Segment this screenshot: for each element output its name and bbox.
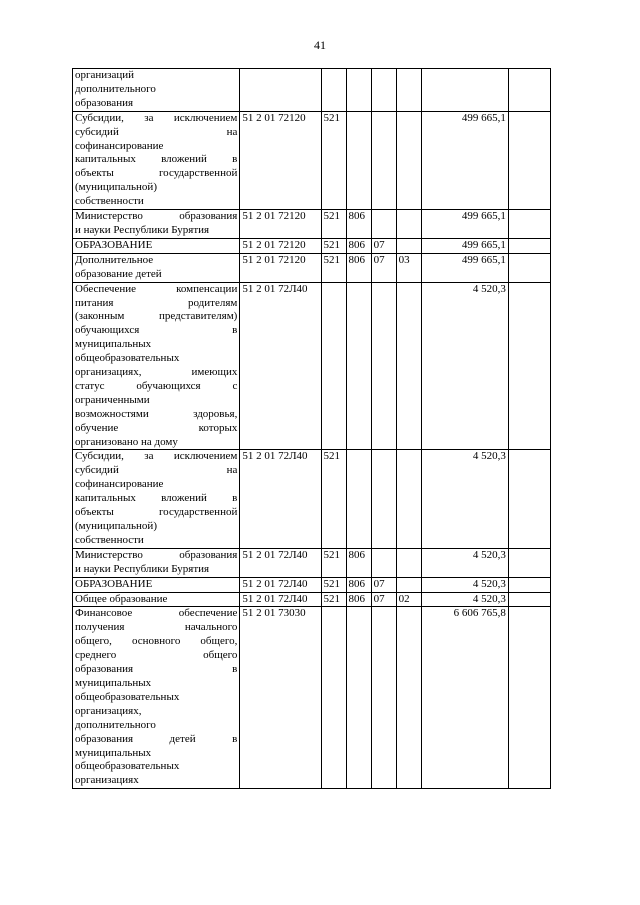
item-name-line: субсидий на [75, 125, 238, 138]
item-name-line: общеобразовательных [75, 690, 180, 703]
item-name-line: обучающихся в [75, 324, 238, 337]
item-name-line: получения начального [75, 621, 238, 634]
section-cell [371, 282, 396, 450]
item-name-line: капитальных вложений в [75, 153, 238, 166]
item-name-line: собственности [75, 533, 144, 546]
item-name-line: (законным представителям) [75, 310, 238, 323]
ministry-code-cell: 806 [346, 577, 371, 592]
table-row [73, 253, 551, 282]
item-name-line: муниципальных [75, 676, 152, 689]
table-row [73, 548, 551, 577]
ministry-code-cell [346, 69, 371, 112]
item-name-line: муниципальных [75, 746, 152, 759]
subsection-cell [396, 282, 421, 450]
expense-type-cell [321, 69, 346, 112]
ministry-code-cell: 806 [346, 592, 371, 607]
item-name-cell [73, 592, 240, 607]
item-name-line: образования в [75, 663, 238, 676]
target-code-cell: 51 2 01 72Л40 [240, 282, 321, 450]
table-row [73, 607, 551, 789]
target-code-cell: 51 2 01 72120 [240, 238, 321, 253]
item-name-line: и науки Республики Бурятия [75, 223, 210, 236]
empty-cell [508, 548, 550, 577]
table-row [73, 577, 551, 592]
ministry-code-cell [346, 111, 371, 209]
section-cell: 07 [371, 238, 396, 253]
amount-cell: 6 606 765,8 [421, 607, 508, 789]
ministry-code-cell: 806 [346, 238, 371, 253]
table-row [73, 282, 551, 450]
ministry-code-cell [346, 450, 371, 548]
subsection-cell [396, 577, 421, 592]
item-name-cell [73, 607, 240, 789]
target-code-cell: 51 2 01 72Л40 [240, 548, 321, 577]
subsection-cell: 03 [396, 253, 421, 282]
empty-cell [508, 210, 550, 239]
table-row [73, 238, 551, 253]
target-code-cell: 51 2 01 72120 [240, 253, 321, 282]
item-name-line: обучение которых [75, 421, 238, 434]
page-number: 41 [314, 38, 326, 52]
expense-type-cell: 521 [321, 210, 346, 239]
amount-cell: 499 665,1 [421, 253, 508, 282]
amount-cell [421, 69, 508, 112]
ministry-code-cell [346, 607, 371, 789]
target-code-cell [240, 69, 321, 112]
subsection-cell [396, 210, 421, 239]
item-name-line: софинансирование [75, 139, 164, 152]
item-name-line: дополнительного [75, 82, 156, 95]
budget-table [72, 68, 551, 789]
expense-type-cell: 521 [321, 253, 346, 282]
section-cell: 07 [371, 577, 396, 592]
item-name-cell [73, 548, 240, 577]
empty-cell [508, 69, 550, 112]
subsection-cell [396, 69, 421, 112]
item-name-line: Дополнительное [75, 253, 154, 266]
empty-cell [508, 282, 550, 450]
empty-cell [508, 592, 550, 607]
empty-cell [508, 607, 550, 789]
item-name-line: общего, основного общего, [75, 635, 238, 648]
expense-type-cell: 521 [321, 111, 346, 209]
table-row [73, 69, 551, 112]
empty-cell [508, 450, 550, 548]
empty-cell [508, 111, 550, 209]
item-name-line: организаций [75, 69, 135, 81]
item-name-cell [73, 69, 240, 112]
target-code-cell: 51 2 01 72Л40 [240, 450, 321, 548]
budget-table-body [73, 69, 551, 789]
ministry-code-cell: 806 [346, 253, 371, 282]
item-name-line: ОБРАЗОВАНИЕ [75, 577, 153, 590]
item-name-cell [73, 450, 240, 548]
empty-cell [508, 253, 550, 282]
amount-cell: 4 520,3 [421, 548, 508, 577]
item-name-line: Министерство образования [75, 210, 238, 223]
section-cell [371, 607, 396, 789]
item-name-line: ОБРАЗОВАНИЕ [75, 238, 153, 251]
item-name-line: муниципальных [75, 338, 152, 351]
section-cell [371, 548, 396, 577]
amount-cell: 4 520,3 [421, 592, 508, 607]
item-name-line: (муниципальной) [75, 520, 157, 532]
subsection-cell [396, 238, 421, 253]
expense-type-cell: 521 [321, 592, 346, 607]
expense-type-cell: 521 [321, 450, 346, 548]
item-name-line: образование детей [75, 267, 162, 280]
expense-type-cell [321, 282, 346, 450]
amount-cell: 4 520,3 [421, 577, 508, 592]
item-name-line: образования [75, 96, 134, 109]
item-name-line: организовано на дому [75, 435, 178, 448]
subsection-cell [396, 111, 421, 209]
item-name-cell [73, 238, 240, 253]
section-cell: 07 [371, 253, 396, 282]
subsection-cell [396, 450, 421, 548]
item-name-line: Финансовое обеспечение [75, 607, 238, 620]
table-row [73, 111, 551, 209]
amount-cell: 4 520,3 [421, 450, 508, 548]
item-name-cell [73, 577, 240, 592]
section-cell [371, 450, 396, 548]
item-name-cell [73, 253, 240, 282]
target-code-cell: 51 2 01 72Л40 [240, 577, 321, 592]
section-cell [371, 210, 396, 239]
amount-cell: 499 665,1 [421, 238, 508, 253]
section-cell: 07 [371, 592, 396, 607]
expense-type-cell: 521 [321, 577, 346, 592]
table-row [73, 450, 551, 548]
item-name-line: общеобразовательных [75, 352, 180, 365]
expense-type-cell: 521 [321, 238, 346, 253]
subsection-cell [396, 548, 421, 577]
ministry-code-cell [346, 282, 371, 450]
item-name-line: собственности [75, 195, 144, 208]
target-code-cell: 51 2 01 73030 [240, 607, 321, 789]
item-name-line: Общее образование [75, 592, 168, 605]
empty-cell [508, 577, 550, 592]
target-code-cell: 51 2 01 72120 [240, 111, 321, 209]
amount-cell: 4 520,3 [421, 282, 508, 450]
subsection-cell: 02 [396, 592, 421, 607]
item-name-line: организациях, [75, 704, 142, 717]
empty-cell [508, 238, 550, 253]
ministry-code-cell: 806 [346, 548, 371, 577]
item-name-cell [73, 111, 240, 209]
item-name-line: дополнительного [75, 718, 156, 731]
table-row [73, 210, 551, 239]
section-cell [371, 111, 396, 209]
item-name-cell [73, 210, 240, 239]
item-name-line: Обеспечение компенсации [75, 282, 238, 295]
item-name-line: (муниципальной) [75, 181, 157, 194]
item-name-line: объекты государственной [75, 167, 238, 180]
item-name-line: и науки Республики Бурятия [75, 562, 210, 575]
expense-type-cell: 521 [321, 548, 346, 577]
section-cell [371, 69, 396, 112]
item-name-line: статус обучающихся с [75, 379, 238, 392]
amount-cell: 499 665,1 [421, 111, 508, 209]
item-name-cell [73, 282, 240, 450]
item-name-line: организациях, имеющих [75, 366, 238, 379]
target-code-cell: 51 2 01 72120 [240, 210, 321, 239]
item-name-line: среднего общего [75, 649, 238, 662]
table-row [73, 592, 551, 607]
item-name-line: субсидий на [75, 464, 238, 477]
subsection-cell [396, 607, 421, 789]
item-name-line: Субсидии, за исключением [75, 111, 238, 124]
item-name-line: капитальных вложений в [75, 492, 238, 505]
amount-cell: 499 665,1 [421, 210, 508, 239]
ministry-code-cell: 806 [346, 210, 371, 239]
item-name-line: ограниченными [75, 393, 150, 406]
item-name-line: Субсидии, за исключением [75, 450, 238, 463]
item-name-line: общеобразовательных [75, 760, 180, 773]
item-name-line: Министерство образования [75, 548, 238, 561]
item-name-line: объекты государственной [75, 506, 238, 519]
item-name-line: питания родителям [75, 296, 238, 309]
item-name-line: софинансирование [75, 478, 164, 491]
target-code-cell: 51 2 01 72Л40 [240, 592, 321, 607]
item-name-line: образования детей в [75, 732, 238, 745]
item-name-line: организациях [75, 774, 139, 787]
item-name-line: возможностями здоровья, [75, 407, 238, 420]
expense-type-cell [321, 607, 346, 789]
